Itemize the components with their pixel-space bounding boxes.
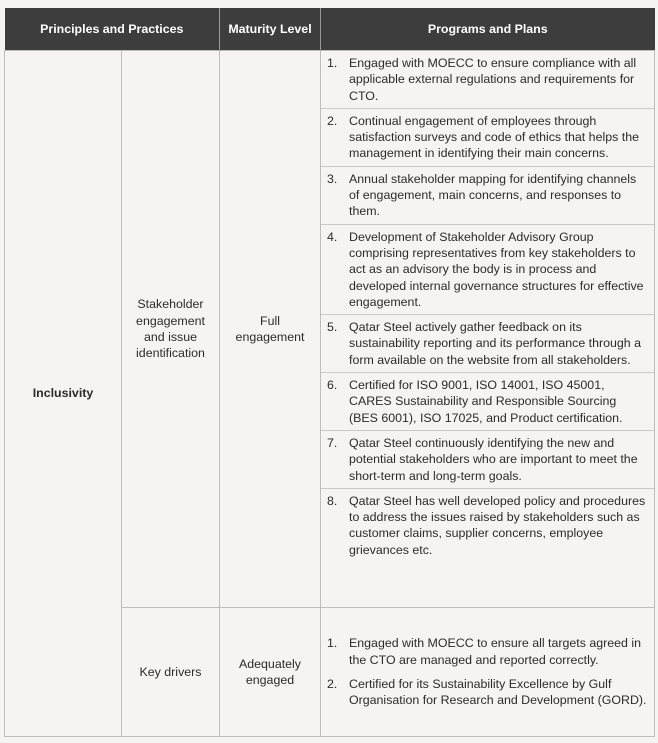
maturity-cell: Adequately engaged: [220, 608, 321, 737]
item-text: Annual stakeholder mapping for identifying channels of engagement, main concerns, and responses to them.: [349, 171, 637, 219]
item-number: 5.: [327, 320, 338, 335]
header-row: [5, 8, 655, 51]
item-text: Certified for its Sustainability Excellence by Gulf Organisation for Research and Development (GORD).: [349, 677, 647, 708]
list-item: [321, 167, 654, 225]
item-number: 6.: [327, 378, 338, 393]
plans-cell: [321, 608, 655, 737]
practice-cell: Key drivers: [122, 608, 220, 737]
item-number: 1.: [327, 636, 338, 651]
principles-table: [4, 8, 655, 737]
item-number: 2.: [327, 677, 338, 691]
list-item: [321, 431, 654, 489]
item-number: 1.: [327, 56, 338, 70]
list-item: [321, 109, 654, 167]
plans-list: [321, 631, 654, 712]
item-number: 4.: [327, 229, 338, 244]
list-item: [321, 225, 654, 315]
list-item: [321, 631, 654, 672]
item-number: 8.: [327, 493, 338, 508]
item-text: Qatar Steel actively gather feedback on its sustainability reporting and its performance through a form available on the website from all stakeholders.: [349, 320, 642, 367]
list-item: [321, 489, 654, 562]
item-number: 2.: [327, 113, 338, 128]
principle-cell: Inclusivity: [5, 51, 122, 737]
item-text: Engaged with MOECC to ensure compliance with all applicable external regulations and requirements for CTO.: [349, 56, 637, 103]
practice-cell: Stakeholder engagement and issue identification: [122, 51, 220, 608]
item-text: Certified for ISO 9001, ISO 14001, ISO 45001, CARES Sustainability and Responsible Sourcing (BES 6001), ISO 17025, and Product certification.: [349, 378, 623, 425]
table-row: [5, 51, 655, 608]
header-programs: Programs and Plans: [321, 8, 655, 51]
item-number: 3.: [327, 171, 338, 186]
item-text: Continual engagement of employees through satisfaction surveys and code of ethics that helps the management in identifying their main concerns.: [349, 113, 639, 161]
header-principles: Principles and Practices: [5, 8, 220, 51]
list-item: [321, 51, 654, 109]
plans-list: [321, 51, 654, 562]
header-maturity: Maturity Level: [220, 8, 321, 51]
item-text: Qatar Steel has well developed policy and procedures to address the issues raised by stakeholders such as customer claims, supplier concerns, employee grievances etc.: [349, 493, 646, 557]
maturity-cell: Full engagement: [220, 51, 321, 608]
plans-cell: [321, 51, 655, 608]
list-item: [321, 672, 654, 713]
item-text: Development of Stakeholder Advisory Group comprising representatives from key stakeholders to act as an advisory the body is in process and developed internal governance structures for effective engagement.: [349, 229, 644, 309]
item-text: Engaged with MOECC to ensure all targets agreed in the CTO are managed and reported correctly.: [349, 636, 642, 667]
list-item: [321, 373, 654, 431]
item-number: 7.: [327, 435, 338, 450]
list-item: [321, 315, 654, 373]
item-text: Qatar Steel continuously identifying the new and potential stakeholders who are important to meet the short-term and long-term goals.: [349, 435, 638, 483]
